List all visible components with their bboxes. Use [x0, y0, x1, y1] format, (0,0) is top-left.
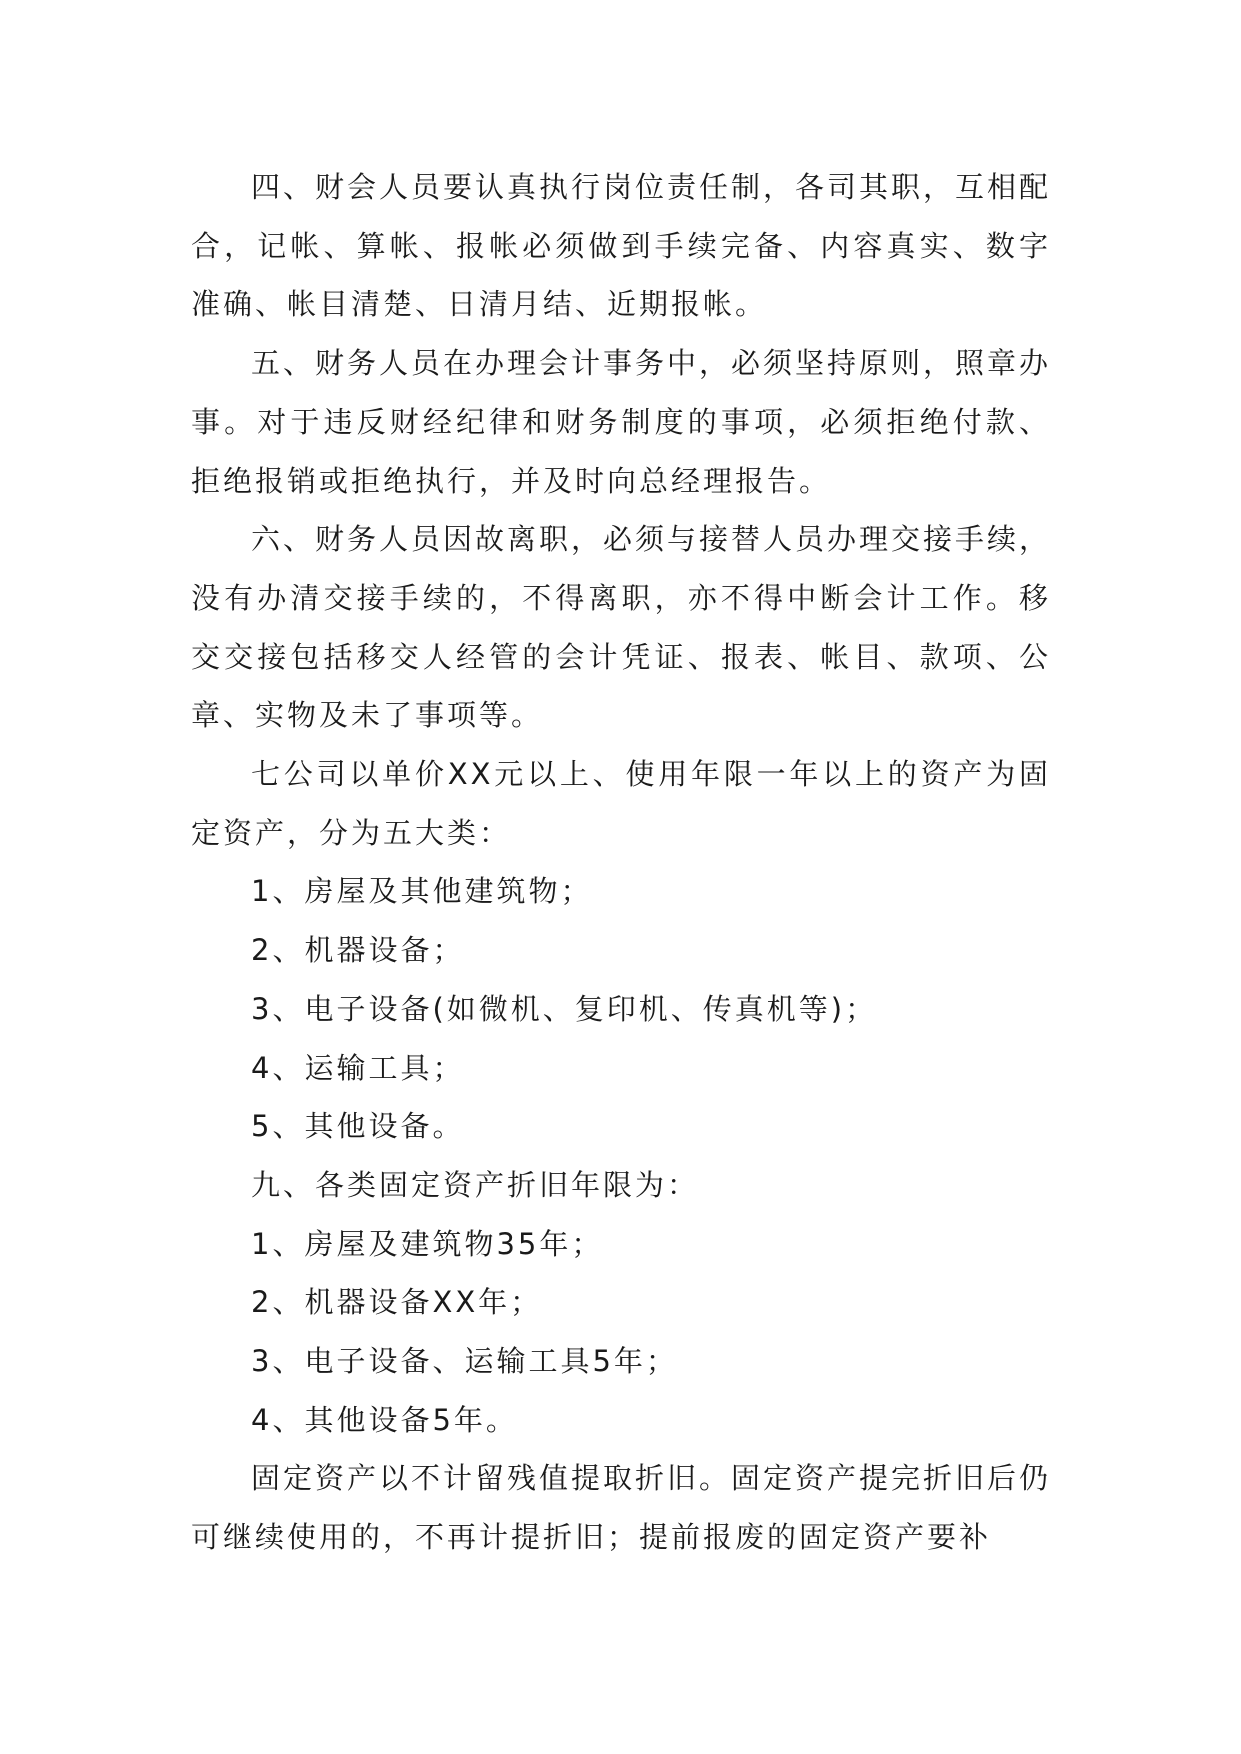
asset-category-item: 4、运输工具；: [251, 1050, 465, 1085]
depreciation-heading: 九、各类固定资产折旧年限为：: [251, 1167, 700, 1202]
paragraph-5-principles: 五、财务人员在办理会计事务中，必须坚持原则，照章办事。对于违反财经纪律和财务制度的事项，必须拒绝付款、拒绝报销或拒绝执行，并及时向总经理报告。: [191, 346, 1052, 498]
asset-category-item: 3、电子设备(如微机、复印机、传真机等)；: [251, 991, 878, 1026]
depreciation-item: 3、电子设备、运输工具5年；: [251, 1344, 678, 1379]
asset-category-item: 2、机器设备；: [251, 933, 465, 968]
paragraph-6-resignation: 六、财务人员因故离职，必须与接替人员办理交接手续，没有办清交接手续的，不得离职，亦不得中断会计工作。移交交接包括移交人经管的会计凭证、报表、帐目、款项、公章、实物及未了事项等。: [191, 522, 1052, 733]
paragraph-7-fixed-assets: 七公司以单价XX元以上、使用年限一年以上的资产为固定资产，分为五大类：: [191, 757, 1051, 850]
depreciation-item: 2、机器设备XX年；: [251, 1285, 543, 1320]
paragraph-4-duties: 四、财会人员要认真执行岗位责任制，各司其职，互相配合，记帐、算帐、报帐必须做到手续完备、内容真实、数字准确、帐目清楚、日清月结、近期报帐。: [191, 170, 1052, 322]
document-body: [191, 158, 1051, 1567]
asset-category-item: 5、其他设备。: [251, 1109, 465, 1144]
asset-category-item: 1、房屋及其他建筑物；: [251, 874, 593, 909]
paragraph-depreciation-rules: 固定资产以不计留残值提取折旧。固定资产提完折旧后仍可继续使用的，不再计提折旧；提前报废的固定资产要补: [191, 1461, 1052, 1555]
depreciation-item: 1、房屋及建筑物35年；: [251, 1226, 604, 1261]
depreciation-item: 4、其他设备5年。: [251, 1402, 518, 1437]
